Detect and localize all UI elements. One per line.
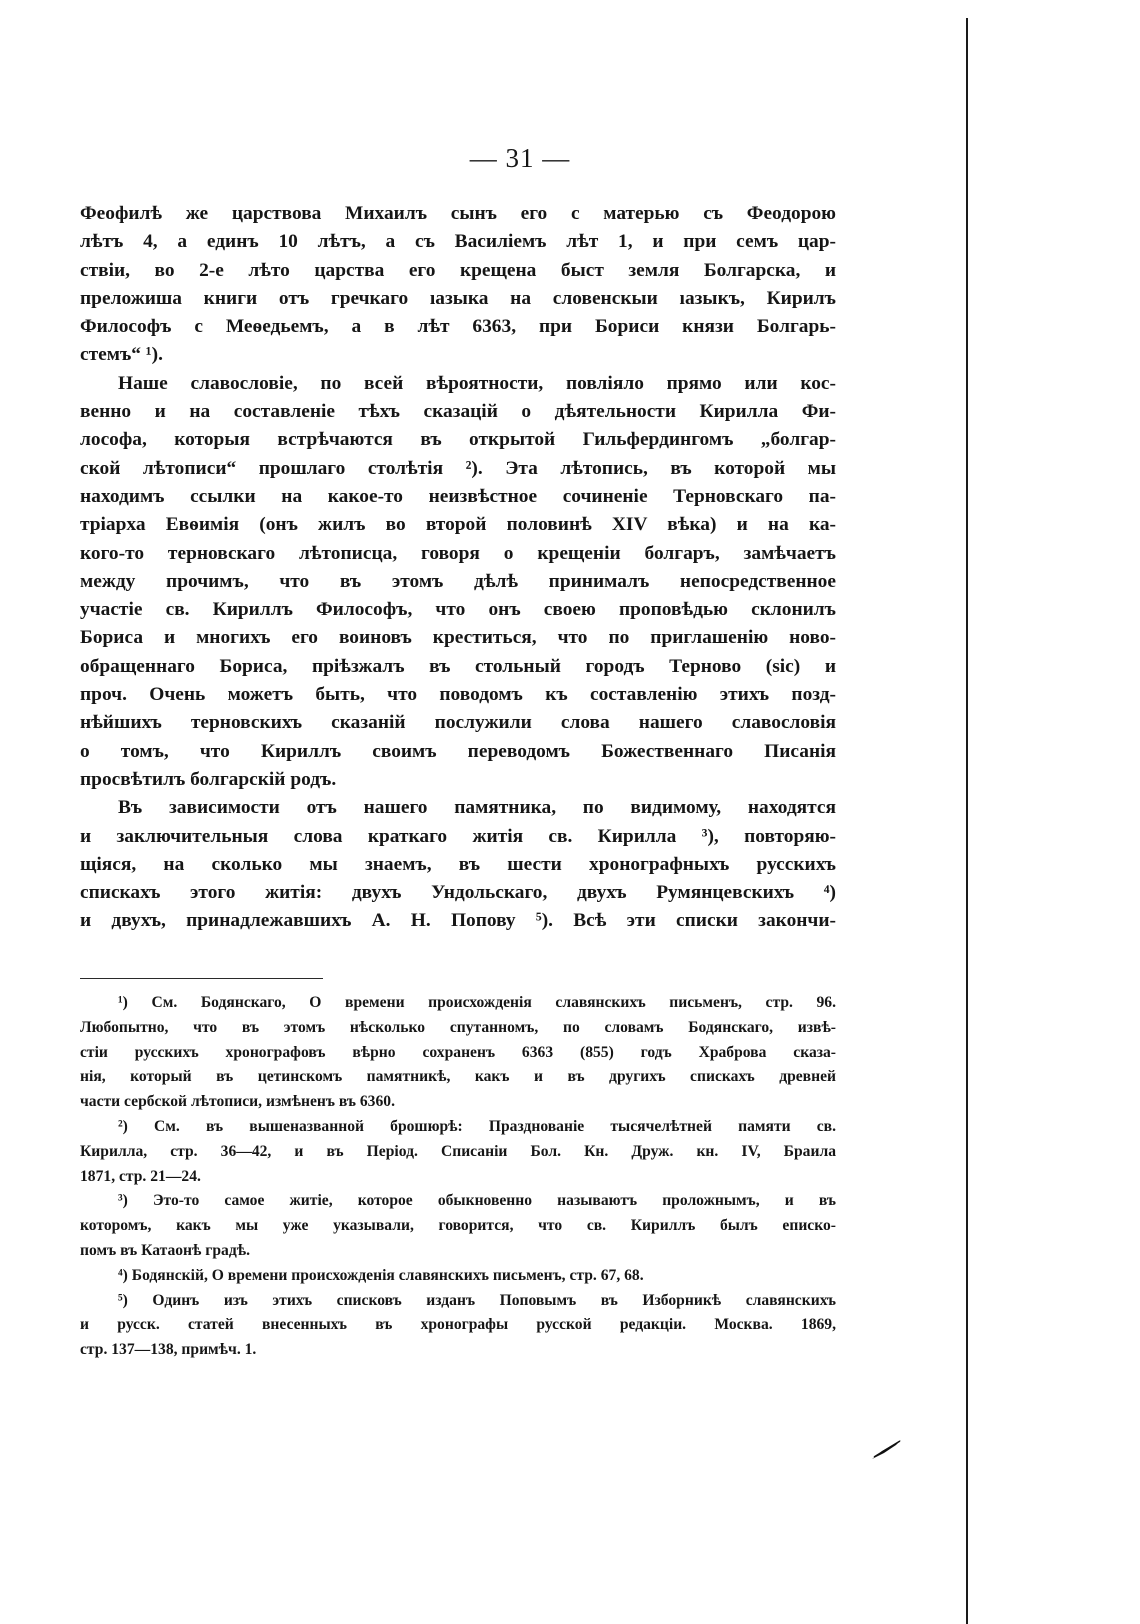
main-text (80, 200, 836, 936)
footnote-line: нія, который въ цетинскомъ памятникѣ, какъ и въ другихъ спискахъ древней (80, 1068, 836, 1086)
text-line: венно и на составленіе тѣхъ сказацій о дѣятельности Кирилла Фи- (80, 401, 836, 423)
pen-mark-icon (870, 1436, 904, 1462)
text-line: спискахъ этого житія: двухъ Ундольскаго, двухъ Румянцевскихъ ⁴) (80, 882, 836, 904)
paragraph (80, 794, 836, 935)
text-line: просвѣтилъ болгарскій родъ. (80, 768, 337, 790)
text-line: кого-то терновскаго лѣтописца, говоря о крещеніи болгаръ, замѣчаетъ (80, 542, 836, 564)
text-line: Въ зависимости отъ нашего памятника, по видимому, находятся (118, 797, 836, 819)
footnote (80, 1189, 836, 1263)
text-line: Философъ с Меѳедьемъ, а в лѣт 6363, при Бориси князи Болгарь- (80, 316, 836, 338)
text-line: проч. Очень можетъ быть, что поводомъ къ составленію этихъ позд- (80, 684, 836, 706)
text-line: ствіи, во 2-е лѣто царства его крещена быст земля Болгарска, и (80, 259, 836, 281)
text-line: и двухъ, принадлежавшихъ А. Н. Попову ⁵). Всѣ эти списки закончи- (80, 910, 836, 932)
footnote-line: ⁴) Бодянскій, О времени происхожденія славянскихъ письменъ, стр. 67, 68. (118, 1266, 644, 1284)
footnote-line: части сербской лѣтописи, измѣненъ въ 6360. (80, 1093, 395, 1111)
footnote (80, 1115, 836, 1189)
text-line: обращеннаго Бориса, пріѣзжалъ въ стольный городъ Терново (sic) и (80, 655, 836, 677)
text-line: находимъ ссылки на какое-то неизвѣстное сочиненіе Терновскаго па- (80, 485, 836, 507)
footnote (80, 1264, 836, 1289)
text-line: Наше славословіе, по всей вѣроятности, повліяло прямо или кос- (118, 372, 836, 394)
text-line: Феофилѣ же царствова Михаилъ сынъ его с матерью съ Феодорою (80, 203, 836, 224)
text-line: и заключительныя слова краткаго житія св. Кирилла ³), повторяю- (80, 825, 836, 847)
text-line: нѣйшихъ терновскихъ сказаній послужили слова нашего славословія (80, 712, 836, 734)
footnote-line: Кирилла, стр. 36—42, и въ Період. Списаніи Бол. Кн. Друж. кн. IV, Браила (80, 1142, 836, 1160)
footnote-line: и русск. статей внесенныхъ въ хронографы русской редакціи. Москва. 1869, (80, 1316, 836, 1334)
footnote-line: которомъ, какъ мы уже указывали, говорится, что св. Кириллъ былъ еписко- (80, 1217, 836, 1235)
footnote-line: стр. 137—138, примѣч. 1. (80, 1341, 257, 1359)
footnote-line: ⁵) Одинъ изъ этихъ списковъ изданъ Поповымъ въ Изборникѣ славянскихъ (118, 1291, 836, 1309)
text-line: преложиша книги отъ гречкаго ıазыка на словенскыи ıазыкъ, Кирилъ (80, 287, 836, 309)
text-line: тріарха Евѳимія (онъ жилъ во второй половинѣ XIV вѣка) и на ка- (80, 514, 836, 536)
paragraph (80, 370, 836, 794)
text-line: о томъ, что Кириллъ своимъ переводомъ Божественнаго Писанія (80, 740, 836, 762)
text-line: лѣтъ 4, а единъ 10 лѣтъ, а съ Василіемъ лѣт 1, и при семъ цар- (80, 231, 836, 253)
footnote-line: ¹) См. Бодянскаго, О времени происхожденія славянскихъ письменъ, стр. 96. (118, 994, 836, 1011)
footnote-line: стіи русскихъ хронографовъ вѣрно сохраненъ 6363 (855) годъ Храброва сказа- (80, 1043, 836, 1061)
text-line: ской лѣтописи“ прошлаго столѣтія ²). Эта лѣтопись, въ которой мы (80, 457, 836, 479)
paragraph (80, 200, 836, 370)
footnote (80, 1289, 836, 1363)
text-line: щіяся, на сколько мы знаемъ, въ шести хронографныхъ русскихъ (80, 853, 836, 875)
footnote-line: ³) Это-то самое житіе, которое обыкновенно называютъ проложнымъ, и въ (118, 1192, 836, 1210)
text-line: Бориса и многихъ его воиновъ креститься, что по приглашенію ново- (80, 627, 836, 649)
footnote-line: ²) См. въ вышеназванной брошюрѣ: Празднованіе тысячелѣтней памяти св. (118, 1117, 836, 1135)
footnote-line: Любопытно, что въ этомъ нѣсколько спутанномъ, по словамъ Бодянскаго, извѣ- (80, 1018, 836, 1036)
page-edge-line (966, 18, 968, 1624)
page-number: — 31 — (469, 143, 571, 173)
text-line: лософа, которыя встрѣчаются въ открытой Гильфердингомъ „болгар- (80, 429, 836, 451)
footnote-divider (80, 978, 323, 979)
text-line: между прочимъ, что въ этомъ дѣлѣ принималъ непосредственное (80, 570, 836, 592)
footnote-line: помъ въ Катаонѣ градѣ. (80, 1241, 250, 1259)
footnote-line: 1871, стр. 21—24. (80, 1167, 201, 1185)
footnote (80, 991, 836, 1115)
text-line: стемъ“ ¹). (80, 344, 163, 366)
text-line: участіе св. Кириллъ Философъ, что онъ своею проповѣдью склонилъ (80, 599, 836, 621)
footnotes (80, 991, 836, 1363)
